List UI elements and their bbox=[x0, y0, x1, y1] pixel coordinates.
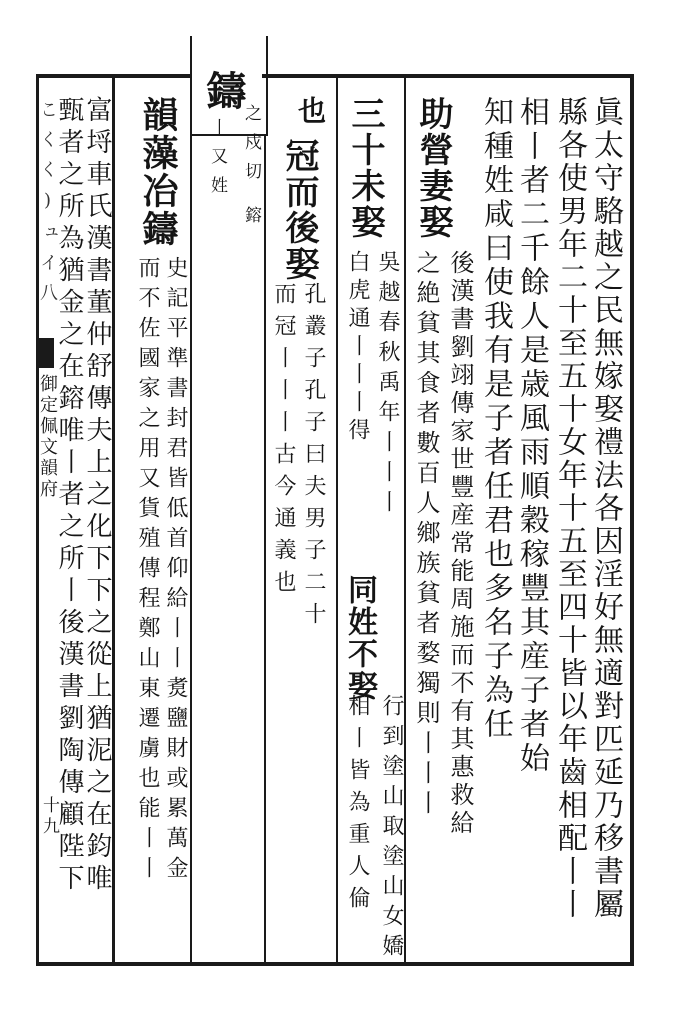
cropped-text-fragment: こくく)ュイ八 bbox=[37, 100, 58, 313]
text-column-7: 吳越春秋禹年丨丨丨 bbox=[375, 250, 400, 520]
text-column-11: 而冠丨丨丨古今通義也 bbox=[271, 282, 296, 602]
entry-heading-yezhu: 韻藻冶鑄 bbox=[137, 96, 179, 248]
header-note-rhyme: 鎔 bbox=[241, 206, 261, 227]
text-column-2: 縣各使男年二十至五十女年十五至四十皆以年齒相配丨丨 bbox=[552, 96, 587, 921]
inner-left-border bbox=[112, 74, 115, 966]
entry-heading-sanshi: 三十未娶 bbox=[345, 96, 385, 240]
header-note-surname: 丨又姓 bbox=[207, 118, 227, 205]
header-note-pronunciation: 之戍切 bbox=[241, 104, 261, 191]
text-column-12: 史記平準書封君皆低首仰給丨丨煑鹽財或累萬金 bbox=[163, 256, 188, 886]
right-border bbox=[630, 74, 634, 966]
text-column-3: 相丨者二千餘人是歳風雨順穀稼豐其産子者始 bbox=[514, 96, 549, 776]
entry-heading-guan: 冠而後娶 bbox=[279, 138, 319, 282]
text-column-1: 眞太守駱越之民無嫁娶禮法各因淫好無適對匹延乃移書屬 bbox=[588, 96, 623, 921]
text-column-10: 孔叢子孔子曰夫男子二十 bbox=[301, 282, 326, 634]
text-column-15: 甄者之所為猶金之在鎔唯丨者之所丨後漢書劉陶傳顧陛下 bbox=[54, 96, 84, 896]
header-word: 鑄 bbox=[200, 70, 247, 112]
column-divider bbox=[404, 78, 406, 962]
page-number: 十九 bbox=[39, 796, 59, 838]
text-column-14: 富埒車氏漢書董仲舒傳夫上之化下下之從上猶泥之在鈞唯 bbox=[82, 96, 112, 896]
entry-heading-zhuying: 助營妻娶 bbox=[413, 96, 453, 240]
text-column-4: 知種姓咸曰使我有是子者任君也多名子為任 bbox=[478, 96, 513, 742]
text-column-7b: 行到塗山取塗山女嬌 bbox=[379, 694, 404, 964]
text-column-13: 而不佐國家之用又貨殖傳程鄭山東遷虜也能丨丨 bbox=[135, 256, 160, 886]
entry-heading-tongxing: 同姓不娶 bbox=[342, 574, 377, 702]
column-divider bbox=[190, 134, 192, 962]
column-divider bbox=[336, 78, 338, 962]
bottom-border bbox=[36, 962, 634, 966]
top-border-right bbox=[262, 74, 634, 78]
spine-band bbox=[36, 338, 54, 368]
column-divider bbox=[264, 134, 266, 962]
text-column-8: 白虎通丨丨丨得 bbox=[345, 250, 370, 446]
spine-title: 御定佩文韻府 bbox=[37, 374, 58, 500]
text-column-6: 之絶貧其食者數百人鄉族貧者婺獨則丨丨丨 bbox=[412, 250, 440, 820]
text-column-5: 後漢書劉翊傳家世豐産常能周施而不有其惠救給 bbox=[446, 250, 474, 838]
entry-tail-ye: 也 bbox=[294, 96, 327, 126]
text-column-8b: 相丨皆為重人倫 bbox=[345, 694, 370, 918]
